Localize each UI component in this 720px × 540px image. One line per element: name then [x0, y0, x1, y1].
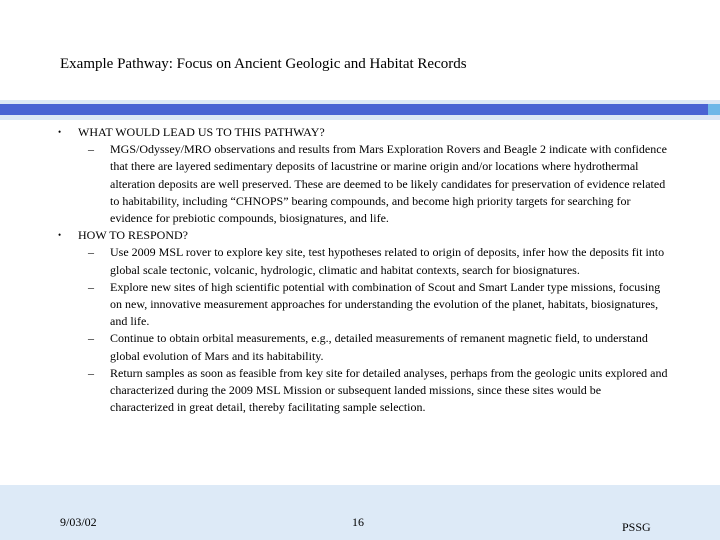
section-heading: HOW TO RESPOND? [78, 228, 189, 243]
sub-item [58, 141, 668, 227]
header-band-end [708, 104, 720, 115]
sub-item-text: Continue to obtain orbital measurements, e.g., detailed measurements of remanent magnetic field, to understand global evolution of Mars and its habitability. [110, 331, 648, 363]
page-number: 16 [352, 515, 364, 529]
sub-item-text: Use 2009 MSL rover to explore key site, test hypotheses related to origin of deposits, infer how the deposits fit into global scale tectonic, volcanic, hydrologic, climatic and habitat contexts, search for biosignatures. [110, 245, 665, 277]
sub-item [58, 279, 668, 331]
sub-item-text: Return samples as soon as feasible from key site for detailed analyses, perhaps from the geologic units explored and characterized during the 2009 MSL Mission or subsequent landed missions, since these sites would be characterized in great detail, thereby facilitating sample selection. [110, 365, 668, 415]
section-heading: WHAT WOULD LEAD US TO THIS PATHWAY? [78, 125, 325, 139]
footer-org: PSSG [622, 520, 651, 534]
footer-bar [0, 485, 720, 540]
dash-icon: – [88, 331, 94, 346]
sub-item-text: Explore new sites of high scientific potential with combination of Scout and Smart Lander type missions, focusing on new, innovative measurement approaches for understanding the evolution of the planet, habitats, biosignatures, and life. [110, 279, 661, 329]
sub-item-text: MGS/Odyssey/MRO observations and results from Mars Exploration Rovers and Beagle 2 indicate with confidence that there are layered sedimentary deposits of lacustrine or marine origin and/or locations where hydrothermal alteration deposits are well preserved. These are deemed to be likely candidates for preservation of evidence related to habitability, including “CHNOPS” bearing compounds, and become high priority targets for searching for evidence for prebiotic compounds, biosignatures, and life. [110, 142, 667, 226]
slide-body [58, 124, 668, 416]
sub-item [58, 365, 668, 417]
bullet-icon: • [58, 230, 62, 241]
bullet-icon: • [58, 127, 62, 137]
slide-title: Example Pathway: Focus on Ancient Geologic and Habitat Records [60, 56, 467, 72]
bullet-item [58, 124, 668, 141]
bullet-item [58, 227, 668, 244]
dash-icon: – [88, 245, 94, 260]
sub-item [58, 244, 668, 278]
dash-icon: – [88, 142, 94, 157]
dash-icon: – [88, 365, 94, 380]
footer-date: 9/03/02 [60, 515, 97, 529]
header-band-dark [0, 104, 720, 115]
sub-item [58, 330, 668, 364]
dash-icon: – [88, 279, 94, 294]
